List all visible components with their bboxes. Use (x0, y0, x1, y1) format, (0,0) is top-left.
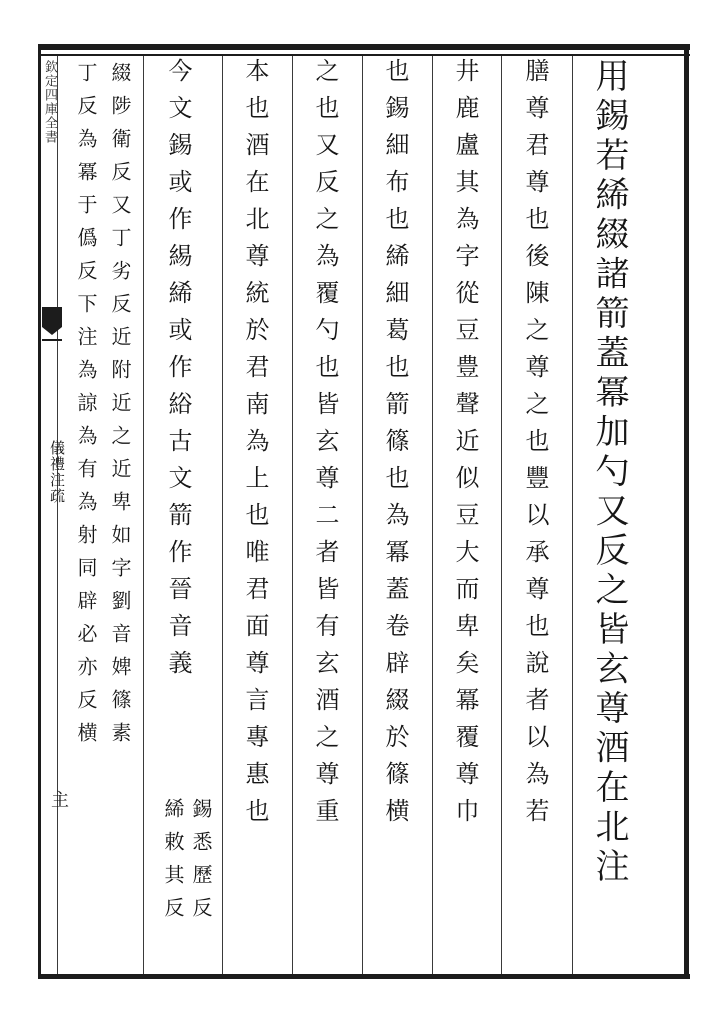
commentary-column: 今文錫或作緆絺或作綌古文箭作晉音義 (164, 58, 192, 687)
column-rule (292, 56, 293, 974)
column-rule (501, 56, 502, 974)
commentary-column: 膳尊君尊也後陳之尊之也豐以承尊也說者以為若 (521, 58, 549, 835)
column-rule (432, 56, 433, 974)
commentary-column: 之也又反之為覆勺也皆玄尊二者皆有玄酒之尊重 (311, 58, 339, 835)
section-title: 儀禮注疏 (48, 440, 66, 504)
phonetic-note: 絺敕其反 (161, 798, 185, 930)
column-rule (222, 56, 223, 974)
main-text-column: 用錫若絺綴諸箭蓋冪加勺又反之皆玄尊酒在北注 (589, 58, 629, 888)
page-number: 主 (48, 790, 69, 808)
column-rule (572, 56, 573, 974)
frame-left-border (38, 44, 41, 979)
frame-right-border (684, 44, 689, 979)
fishtail-ornament (41, 305, 63, 345)
commentary-column: 也錫細布也絺細葛也箭篠也為冪蓋卷辟綴於篠横 (381, 58, 409, 835)
frame-inner-rule (38, 54, 690, 56)
frame-bottom-border (38, 974, 690, 979)
column-rule (57, 56, 58, 974)
phonetic-note-right: 綴陟衛反又丁劣反近附近之近卑如字劉音婢篠素 (108, 62, 132, 755)
phonetic-note-left: 丁反為冪于僞反下注為諒為有為射同辟必亦反横 (74, 62, 98, 755)
phonetic-note: 錫悉歷反 (189, 798, 213, 930)
commentary-column: 井鹿盧其為字從豆豊聲近似豆大而卑矣冪覆尊巾 (451, 58, 479, 835)
frame-top-border (38, 44, 690, 50)
commentary-column: 本也酒在北尊統於君南為上也唯君面尊言專惠也 (241, 58, 269, 835)
book-title: 欽定四庫全書 (42, 60, 57, 144)
column-rule (143, 56, 144, 974)
column-rule (362, 56, 363, 974)
